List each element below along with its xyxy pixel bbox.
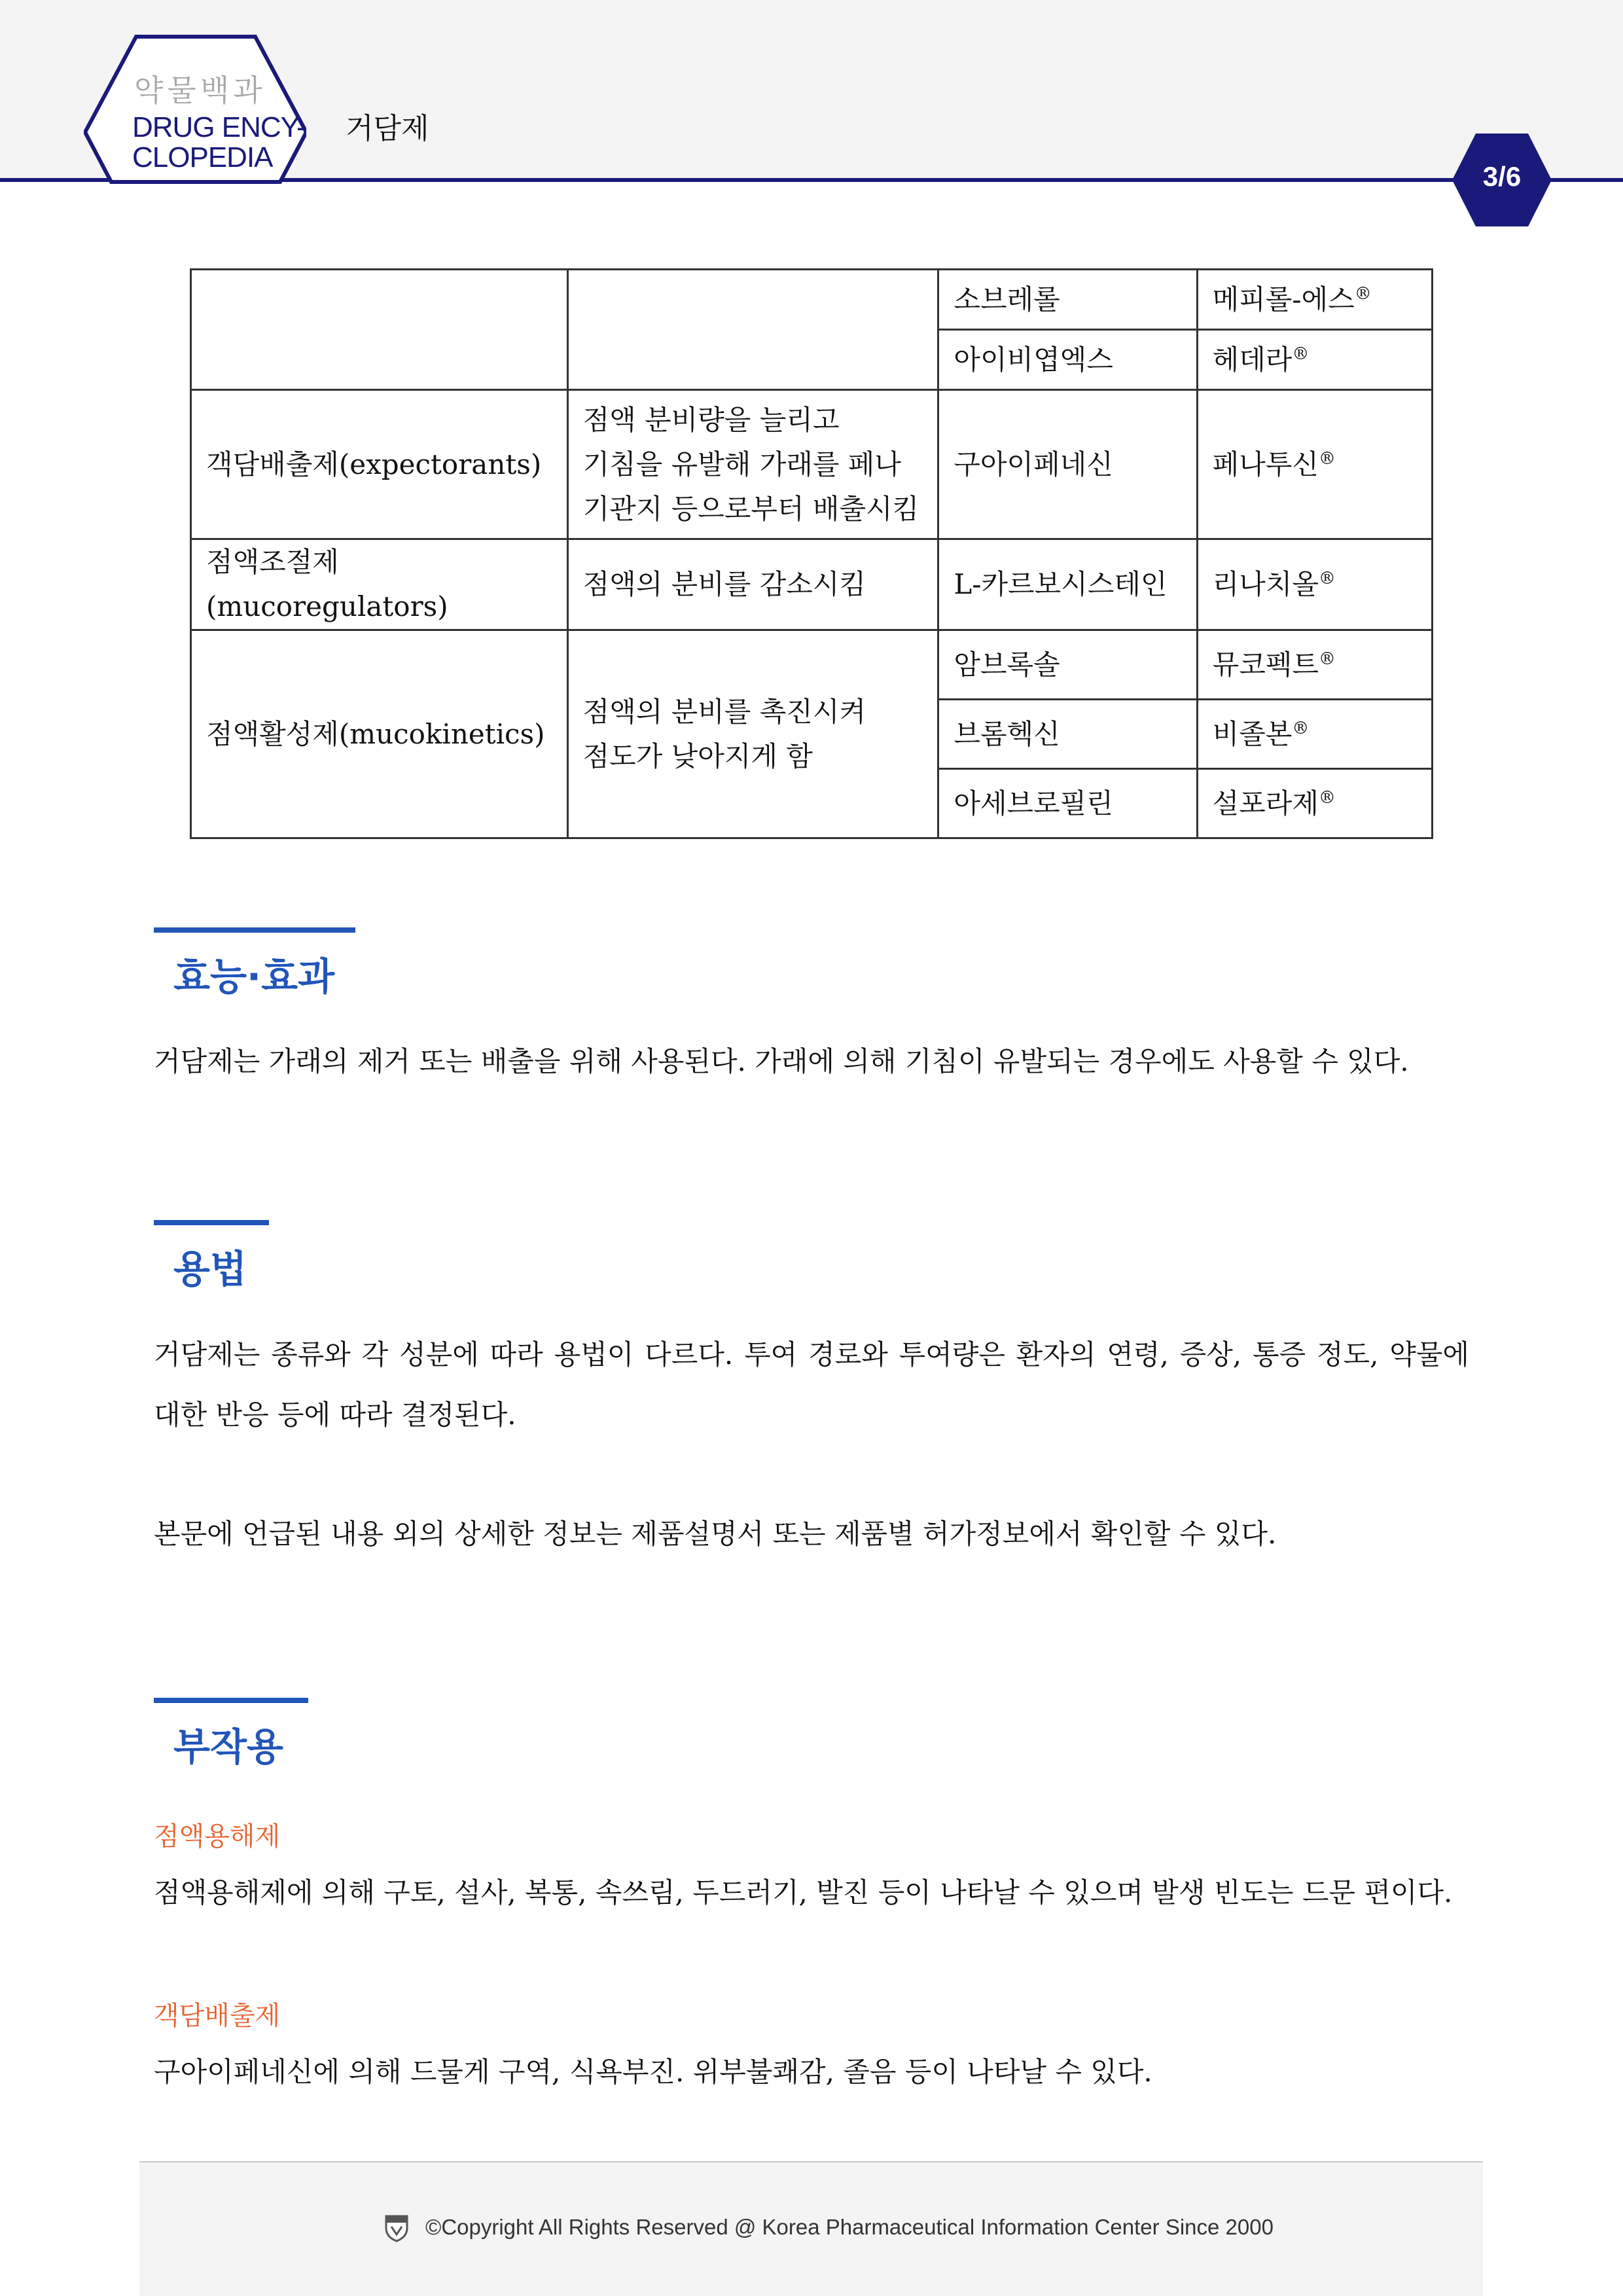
table-cell: 아세브로필린	[938, 769, 1197, 838]
mucolytics-side-effects-text: 점액용해제에 의해 구토, 설사, 복통, 속쓰림, 두드러기, 발진 등이 나타날 수 있으며 발생 빈도는 드문 편이다.	[154, 1876, 1453, 1909]
table-cell	[567, 270, 938, 390]
table-cell: 소브레롤	[938, 270, 1197, 330]
usage-text: 거담제는 종류와 각 성분에 따라 용법이 다르다. 투여 경로와 투여량은 환자의 연령, 증상, 통증 정도, 약물에 대한 반응 등에 따라 결정된다.	[154, 1338, 1469, 1431]
page-indicator: 3/6	[1482, 161, 1522, 192]
logo-english-line2: CLOPEDIA	[132, 141, 273, 173]
section-rule	[154, 927, 355, 933]
expectorants-side-effects-text: 구아이페네신에 의해 드물게 구역, 식욕부진. 위부불쾌감, 졸음 등이 나타날 수 있다.	[154, 2056, 1152, 2088]
footer-rule	[139, 2161, 1483, 2162]
usage-info-text: 본문에 언급된 내용 외의 상세한 정보는 제품설명서 또는 제품별 허가정보에서 확인할 수 있다.	[154, 1518, 1277, 1550]
table-cell: 점액의 분비를 감소시킴	[567, 539, 938, 630]
table-row	[191, 270, 1433, 330]
table-cell: 암브록솔	[938, 630, 1197, 700]
table-cell: 헤데라®	[1197, 330, 1432, 390]
section-rule	[154, 1220, 269, 1225]
shield-emblem-icon	[384, 2214, 409, 2242]
table-cell: 점액 분비량을 늘리고 기침을 유발해 가래를 페나 기관지 등으로부터 배출시킴	[567, 390, 938, 539]
table-cell: L-카르보시스테인	[938, 539, 1197, 630]
copyright-text: ©Copyright All Rights Reserved @ Korea Pharmaceutical Information Center Since 2000	[425, 2215, 1274, 2239]
expectorant-classification-table	[190, 268, 1433, 839]
table-cell: 브롬헥신	[938, 700, 1197, 769]
section-title-side-effects: 부작용	[173, 1725, 284, 1769]
table-row	[191, 390, 1433, 539]
section-title-usage: 용법	[173, 1247, 247, 1291]
section-title-efficacy: 효능·효과	[173, 954, 335, 999]
table-row	[191, 539, 1433, 630]
subheading-expectorants: 객담배출제	[154, 2001, 281, 2031]
table-cell: 점액조절제(mucoregulators)	[191, 539, 568, 630]
table-cell: 구아이페네신	[938, 390, 1197, 539]
table-cell: 메피롤-에스®	[1197, 270, 1432, 330]
table-cell: 페나투신®	[1197, 390, 1432, 539]
table-cell: 설포라제®	[1197, 769, 1432, 838]
efficacy-text: 거담제는 가래의 제거 또는 배출을 위해 사용된다. 가래에 의해 기침이 유발되는 경우에도 사용할 수 있다.	[154, 1045, 1409, 1077]
table-cell	[191, 270, 568, 390]
document-title: 거담제	[346, 112, 429, 145]
table-row	[191, 630, 1433, 700]
table-cell: 점액의 분비를 촉진시켜 점도가 낮아지게 함	[567, 630, 938, 838]
subheading-mucolytics: 점액용해제	[154, 1821, 281, 1852]
logo-korean-text: 약물백과	[134, 73, 266, 108]
table-cell: 비졸본®	[1197, 700, 1432, 769]
table-cell: 리나치올®	[1197, 539, 1432, 630]
table-cell: 뮤코펙트®	[1197, 630, 1432, 700]
table-cell: 점액활성제(mucokinetics)	[191, 630, 568, 838]
table-cell: 객담배출제(expectorants)	[191, 390, 568, 539]
logo-english-line1: DRUG ENCY-	[132, 111, 306, 143]
section-rule	[154, 1698, 308, 1703]
table-cell: 아이비엽엑스	[938, 330, 1197, 390]
